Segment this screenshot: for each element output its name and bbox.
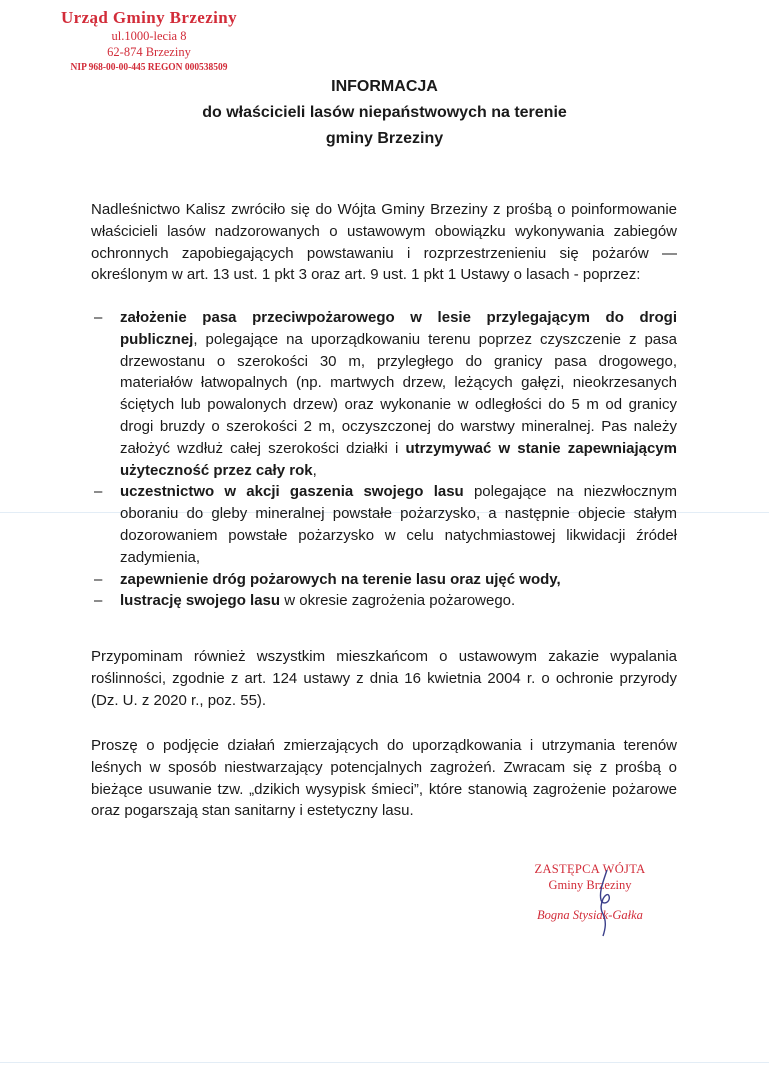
title-line-2: do właścicieli lasów niepaństwowych na terenie	[202, 104, 567, 121]
handwritten-signature	[585, 868, 625, 938]
item-bold: uczestnictwo w akcji gaszenia swojego lasu	[120, 483, 464, 501]
office-stamp	[34, 8, 264, 75]
stamp-nip-regon: NIP 968-00-00-445 REGON 000538509	[70, 61, 228, 73]
list-item	[91, 307, 677, 481]
item-text: polegające na niezwłocznym oboraniu do gleby mineralnej powstałe pożarzysko, a następnie objecie stałym dozorowaniem powstałe pożarzysko w celu natychmiastowej likwidacji źródeł zadymienia,	[120, 483, 677, 566]
item-bold: lustrację swojego lasu	[120, 592, 281, 610]
title-line-3: gminy Brzeziny	[325, 130, 444, 147]
dash-bullet: –	[94, 570, 103, 588]
signature-role: ZASTĘPCA WÓJTA	[534, 862, 646, 876]
scan-artifact-line	[0, 1062, 769, 1063]
item-text: w okresie zagrożenia pożarowego.	[280, 592, 516, 610]
title-line-1: INFORMACJA	[331, 78, 438, 95]
reminder-paragraph: Przypominam również wszystkim mieszkańcom o ustawowym zakazie wypalania roślinności, zgodnie z art. 124 ustawy z dnia 16 kwietnia 2004 r. o ochronie przyrody (Dz. U. z 2020 r., poz. 55).	[91, 648, 677, 709]
item-bold: założenie pasa przeciwpożarowego w lesie przylegającym do drogi publicznej	[120, 309, 677, 348]
item-text: ,	[312, 461, 317, 479]
list-item	[91, 590, 677, 612]
list-item	[91, 481, 677, 568]
intro-paragraph: Nadleśnictwo Kalisz zwróciło się do Wójta Gminy Brzeziny z prośbą o poinformowanie właścicieli lasów nadzorowanych o ustawowym obowiązku wykonywania zabiegów ochronnych zapobiegających powstawaniu i rozprzestrzenieniu się pożarów — określonym w art. 13 ust. 1 pkt 3 oraz art. 9 ust. 1 pkt 1 Ustawy o lasach - poprzez:	[91, 201, 677, 284]
stamp-street: ul.1000-lecia 8	[111, 29, 187, 43]
item-text: , polegające na uporządkowaniu terenu poprzez czyszczenie z pasa drzewostanu o szerokości 30 m, przyległego do granicy pasa drogowego, materiałów łatwopalnych (np. martwych drzew, leżących gałęzi, nieokrzesanych ściętych lub powalonych drzew) oraz wykonanie w odległości do 5 m od granicy drogi bruzdy o szerokości 2 m, oczyszczonej do warstwy mineralnej. Pas należy założyć wzdłuż całej szerokości działki i	[120, 330, 677, 457]
signature-office: Gminy Brzeziny	[548, 878, 632, 892]
dash-bullet: –	[94, 483, 103, 501]
document-title	[0, 74, 769, 152]
signature-name: Bogna Stysiak-Gałka	[537, 908, 643, 922]
stamp-postal: 62-874 Brzeziny	[107, 45, 191, 59]
item-bold: utrzymywać w stanie zapewniającym użyteczność przez cały rok	[120, 439, 677, 479]
item-bold: zapewnienie dróg pożarowych na terenie lasu oraz ujęć wody,	[120, 570, 561, 588]
request-paragraph: Proszę o podjęcie działań zmierzających do uporządkowania i utrzymania terenów leśnych w sposób niestwarzający potencjalnych zagrożeń. Zwracam się z prośbą o bieżące usuwanie tzw. „dzikich wysypisk śmieci”, które stanowią zagrożenie pożarowe oraz pogarszają stan sanitarny i estetyczny lasu.	[91, 737, 677, 820]
dash-bullet: –	[94, 592, 103, 610]
obligations-list	[91, 307, 677, 612]
stamp-org-name: Urząd Gminy Brzeziny	[60, 8, 238, 27]
dash-bullet: –	[94, 309, 103, 326]
list-item	[91, 569, 677, 591]
